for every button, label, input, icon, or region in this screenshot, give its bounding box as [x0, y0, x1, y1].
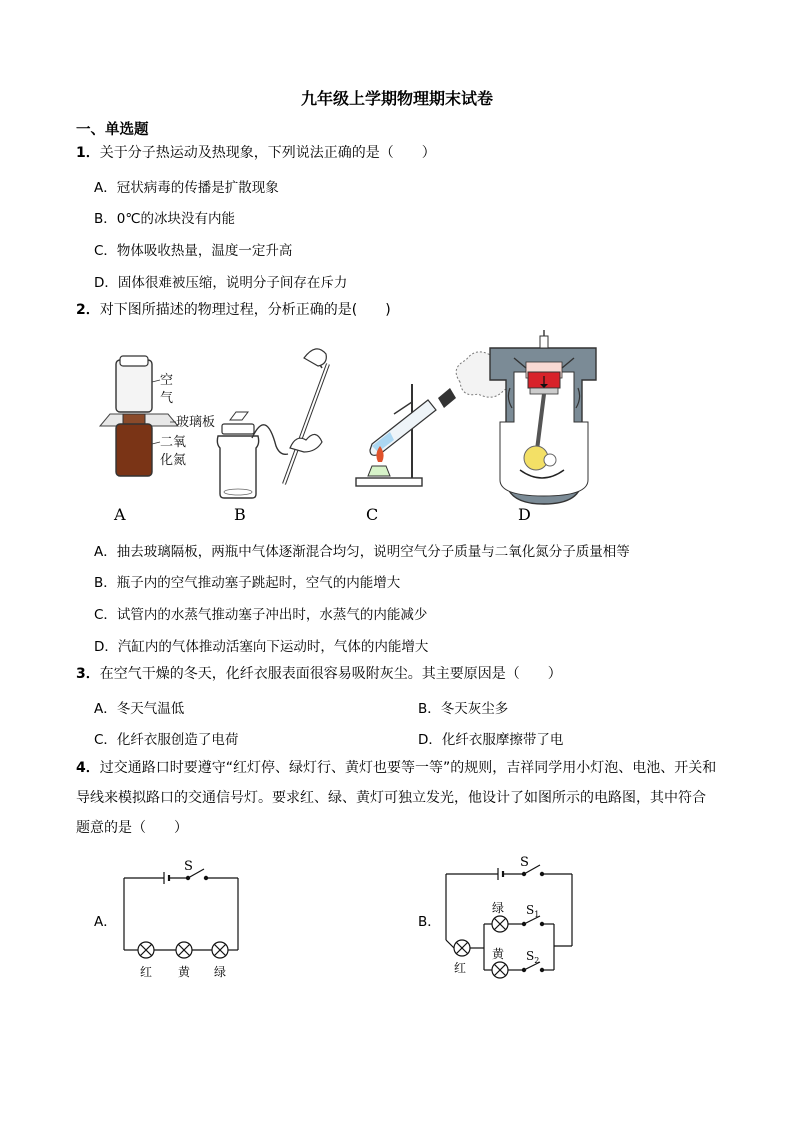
switch-label: S	[520, 855, 529, 870]
page-title: 九年级上学期物理期末试卷	[300, 89, 493, 108]
q3-option-d: D．化纤衣服摩擦带了电	[418, 732, 564, 748]
question-stem: 在空气干燥的冬天，化纤衣服表面很容易吸附灰尘。其主要原因是（ ）	[99, 666, 562, 682]
label-glass-plate: 玻璃板	[176, 415, 216, 430]
q2-option-a: A．抽去玻璃隔板，两瓶中气体逐渐混合均匀，说明空气分子质量与二氧化氮分子质量相等	[94, 544, 630, 560]
switch-label: S	[184, 859, 193, 874]
lamp-label-red: 红	[140, 965, 153, 979]
question-stem-line-1: 过交通路口时要遵守“红灯停、绿灯行、黄灯也要等一等”的规则，吉祥同学用小灯泡、电池、开关和	[99, 760, 717, 776]
q2-option-b: B．瓶子内的空气推动塞子跳起时，空气的内能增大	[94, 575, 401, 591]
q3-option-a: A．冬天气温低	[94, 701, 185, 717]
question-stem: 对下图所描述的物理过程，分析正确的是( )	[99, 302, 391, 318]
question-number: 3．	[76, 666, 100, 682]
switch-s2-label: $S_2$	[526, 949, 540, 965]
label-air-2: 气	[160, 391, 174, 406]
label-no2-1: 二氧	[160, 435, 187, 450]
figure-label-b: B	[234, 505, 246, 524]
question-4-line-2: 导线来模拟路口的交通信号灯。要求红、绿、黄灯可独立发光，他设计了如图所示的电路图，其中符合	[76, 790, 706, 806]
figure-b-pump	[217, 349, 328, 498]
question-1	[76, 143, 436, 163]
question-stem: 关于分子热运动及热现象，下列说法正确的是（ ）	[99, 145, 436, 161]
label-air-1: 空	[160, 373, 174, 388]
question-4-line-3: 题意的是（ ）	[76, 820, 188, 836]
section-heading: 一、单选题	[76, 122, 149, 138]
circuit-diagram-b	[440, 850, 580, 985]
q3-option-c: C．化纤衣服创造了电荷	[94, 732, 239, 748]
q1-option-c: C．物体吸收热量，温度一定升高	[94, 243, 293, 259]
question-3	[76, 664, 562, 684]
figure-d-engine	[490, 330, 596, 504]
switch-s1-label: $S_1$	[526, 903, 540, 919]
q3-option-b: B．冬天灰尘多	[418, 701, 509, 717]
q2-option-d: D．汽缸内的气体推动活塞向下运动时，气体的内能增大	[94, 639, 429, 655]
q2-figure	[90, 328, 710, 528]
lamp-label-green: 绿	[492, 901, 505, 915]
lamp-label-red: 红	[454, 961, 467, 975]
q1-option-d: D．固体很难被压缩，说明分子间存在斥力	[94, 275, 348, 291]
label-no2-2: 化氮	[160, 453, 187, 468]
q1-option-b: B．0℃的冰块没有内能	[94, 211, 236, 227]
q2-option-c: C．试管内的水蒸气推动塞子冲出时，水蒸气的内能减少	[94, 607, 428, 623]
figure-label-d: D	[518, 505, 531, 524]
q1-option-a: A．冠状病毒的传播是扩散现象	[94, 180, 279, 196]
question-number: 1．	[76, 145, 100, 161]
question-number: 2．	[76, 302, 100, 318]
question-number: 4．	[76, 760, 100, 776]
lamp-label-yellow: 黄	[178, 965, 191, 979]
figure-label-c: C	[366, 505, 379, 524]
lamp-label-yellow: 黄	[492, 947, 505, 961]
lamp-label-green: 绿	[214, 965, 227, 979]
figure-label-a: A	[114, 505, 126, 524]
circuit-diagram-a	[118, 856, 248, 986]
q4-option-a-label: A．	[94, 914, 117, 930]
question-4	[76, 758, 716, 778]
question-2	[76, 300, 391, 320]
figure-a-diffusion	[100, 356, 215, 476]
q4-option-b-label: B．	[418, 914, 441, 930]
